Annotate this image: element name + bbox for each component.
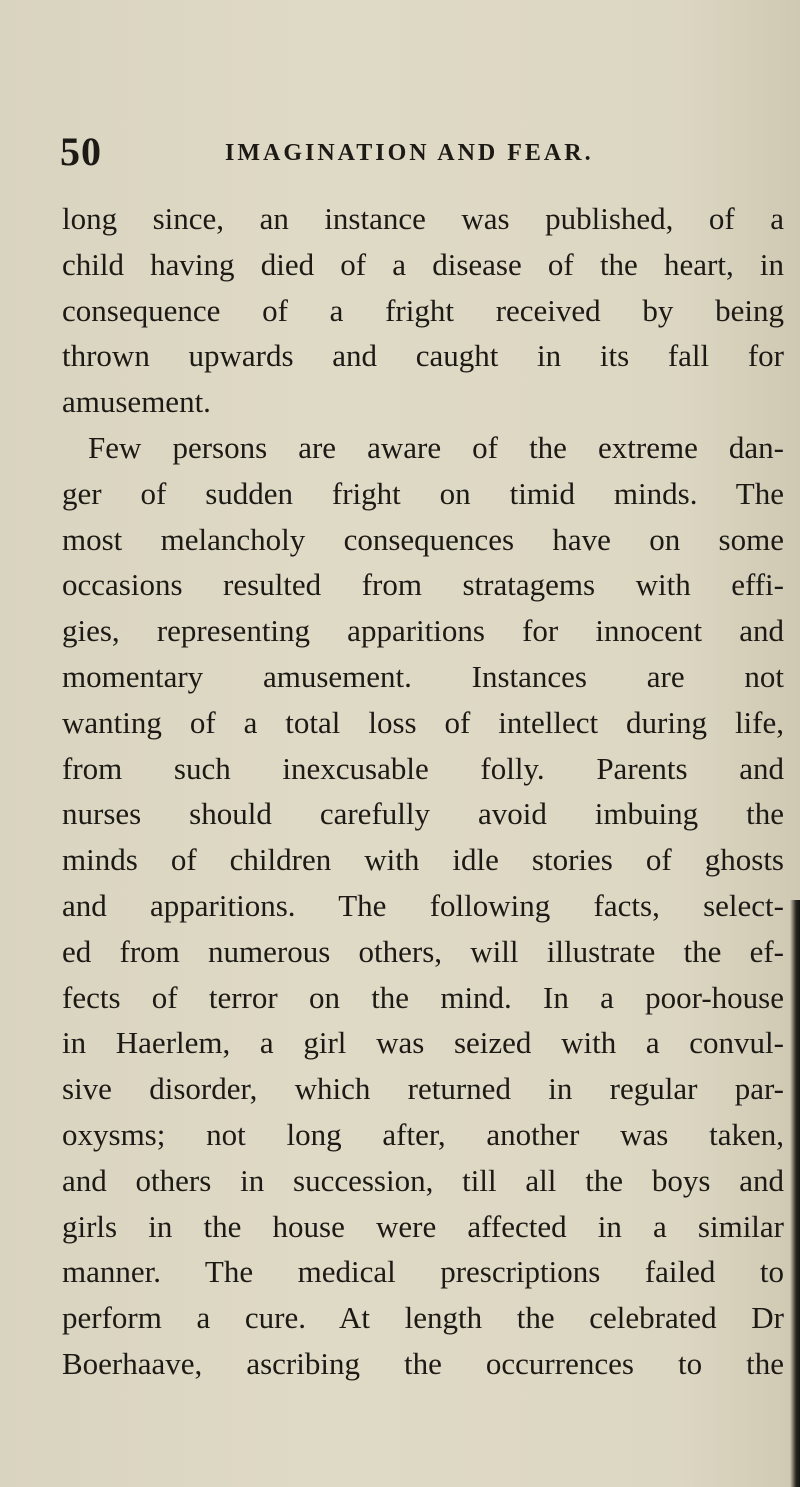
page-edge-shadow bbox=[790, 900, 800, 1487]
text-line: thrown upwards and caught in its fall for bbox=[62, 338, 784, 374]
text-line: gies, representing apparitions for innocent and bbox=[62, 613, 784, 649]
text-line: consequence of a fright received by being bbox=[62, 292, 784, 328]
page-header bbox=[60, 128, 760, 176]
text-line: fects of terror on the mind. In a poor-house bbox=[62, 979, 784, 1015]
text-line: most melancholy consequences have on some bbox=[62, 521, 784, 557]
text-line: wanting of a total loss of intellect during life, bbox=[62, 704, 784, 740]
text-line: manner. The medical prescriptions failed to bbox=[62, 1254, 784, 1290]
running-head: IMAGINATION AND FEAR. bbox=[225, 140, 594, 166]
text-line: Few persons are aware of the extreme dan- bbox=[88, 429, 784, 465]
text-line: and others in succession, till all the boys and bbox=[62, 1162, 784, 1198]
body-text bbox=[62, 196, 784, 1387]
text-line: oxysms; not long after, another was taken, bbox=[62, 1116, 784, 1152]
text-line: momentary amusement. Instances are not bbox=[62, 658, 784, 694]
text-line: amusement. bbox=[62, 384, 211, 420]
text-line: ger of sudden fright on timid minds. The bbox=[62, 475, 784, 511]
page-number: 50 bbox=[60, 129, 102, 174]
text-line: Boerhaave, ascribing the occurrences to the bbox=[62, 1345, 784, 1381]
text-line: perform a cure. At length the celebrated Dr bbox=[62, 1300, 784, 1336]
text-line: girls in the house were affected in a similar bbox=[62, 1208, 784, 1244]
text-line: child having died of a disease of the heart, in bbox=[62, 246, 784, 282]
text-line: from such inexcusable folly. Parents and bbox=[62, 750, 784, 786]
text-line: in Haerlem, a girl was seized with a convul- bbox=[62, 1025, 784, 1061]
text-line: occasions resulted from stratagems with effi- bbox=[62, 567, 784, 603]
text-line: long since, an instance was published, of a bbox=[62, 201, 784, 236]
text-line: minds of children with idle stories of ghosts bbox=[62, 842, 784, 878]
text-line: and apparitions. The following facts, select- bbox=[62, 887, 784, 923]
text-line: sive disorder, which returned in regular par- bbox=[62, 1071, 784, 1107]
text-line: nurses should carefully avoid imbuing the bbox=[62, 796, 784, 832]
text-line: ed from numerous others, will illustrate the ef- bbox=[62, 933, 784, 969]
